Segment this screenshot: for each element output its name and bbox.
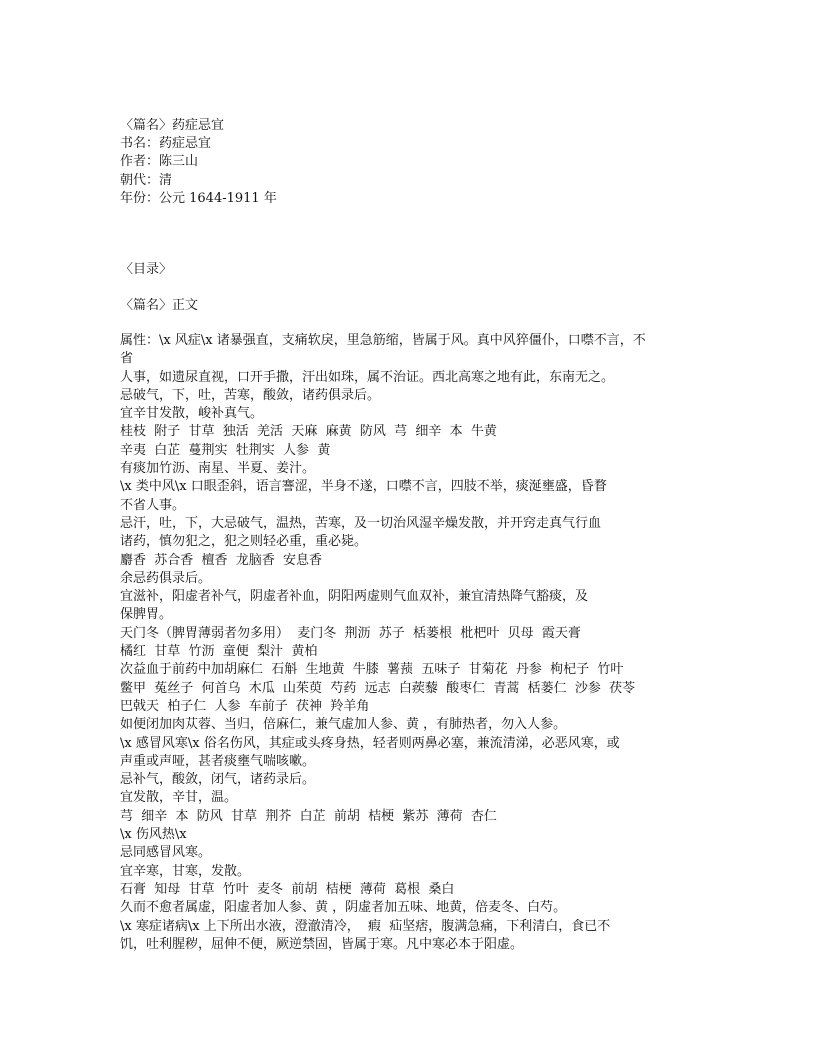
document-body [120,332,646,954]
text-line: 忌补气，酸敛，闭气，诸药录后。 [120,772,316,788]
text-line: 有痰加竹沥、南星、半夏、姜汁。 [120,461,316,477]
text-line: 省 [120,351,134,367]
metadata-line: 朝代：清 [120,172,173,188]
text-line: 桂枝 附子 甘草 独活 羌活 天麻 麻黄 防风 芎 细辛 本 牛黄 [120,424,497,440]
text-line: 麝香 苏合香 檀香 龙脑香 安息香 [120,552,323,568]
text-line: 石膏 知母 甘草 竹叶 麦冬 前胡 桔梗 薄荷 葛根 桑白 [120,881,455,897]
document-metadata [120,117,277,208]
text-line: \x 感冒风寒\x 俗名伤风，其症或头疼身热，轻者则两鼻必塞，兼流清涕，必恶风寒，或 [120,735,620,751]
section-title: 〈篇名〉正文 [120,298,199,313]
metadata-line: 书名：药症忌宜 [120,136,212,152]
text-line: 不省人事。 [120,497,186,513]
text-line: 宜发散，辛甘，温。 [120,790,238,806]
text-line: 芎 细辛 本 防风 甘草 荆芥 白芷 前胡 桔梗 紫苏 薄荷 杏仁 [120,808,497,824]
text-line: 人事，如遗尿直视，口开手撒，汗出如珠，属不治证。西北高寒之地有此，东南无之。 [120,369,615,385]
text-line: 声重或声哑，甚者痰壅气喘咳嗽。 [120,753,316,769]
text-line: 保脾胃。 [120,607,173,623]
text-line: 久而不愈者属虚，阳虚者加人参、黄 ，阴虚者加五味、地黄，倍麦冬、白芍。 [120,900,567,916]
text-line: 饥，吐利腥秽，屈伸不便，厥逆禁固，皆属于寒。凡中寒必本于阳虚。 [120,936,524,952]
text-line: 诸药，慎勿犯之，犯之则轻必重，重必毙。 [120,534,368,550]
text-line: 辛夷 白芷 蔓荆实 牡荆实 人参 黄 [120,442,331,458]
text-line: 宜滋补，阳虚者补气，阴虚者补血，阴阳两虚则气血双补，兼宜清热降气豁痰，及 [120,589,589,605]
text-line: 宜辛寒，甘寒，发散。 [120,863,251,879]
text-line: 巴戟天 柏子仁 人参 车前子 茯神 羚羊角 [120,698,370,714]
metadata-line: 〈篇名〉药症忌宜 [120,118,225,133]
text-line: 余忌药俱录后。 [120,570,212,586]
metadata-line: 作者：陈三山 [120,154,199,170]
text-line: \x 寒症诸病\x 上下所出水液，澄澈清冷， 瘕 疝坚痞，腹满急痛，下利清白，食已不 [120,918,611,934]
text-line: 如便闭加肉苁蓉、当归，倍麻仁，兼气虚加人参、黄 ，有肺热者，勿入人参。 [120,717,567,733]
text-line: \x 类中风\x 口眼歪斜，语言謇涩，半身不遂，口噤不言，四肢不举，痰涎壅盛，昏瞀 [120,479,607,495]
text-line: 橘红 甘草 竹沥 童便 梨汁 黄柏 [120,644,318,660]
text-line: 属性：\x 风症\x 诸暴强直，支痛软戾，里急筋缩，皆属于风。真中风猝僵仆，口噤不言，不 [120,333,646,348]
text-line: 忌破气，下，吐，苦寒，酸敛，诸药俱录后。 [120,387,381,403]
text-line: 次益血于前药中加胡麻仁 石斛 生地黄 牛膝 薯蓣 五味子 甘菊花 丹参 枸杞子 竹叶 [120,662,624,678]
text-line: \x 伤风热\x [120,827,187,843]
metadata-line: 年份：公元 1644-1911 年 [120,190,277,206]
text-line: 忌同感冒风寒。 [120,845,212,861]
text-line: 忌汗，吐，下，大忌破气，温热，苦寒，及一切治风湿辛燥发散，并开窍走真气行血 [120,515,602,531]
text-line: 宜辛甘发散，峻补真气。 [120,406,264,422]
text-line: 鳖甲 菟丝子 何首乌 木瓜 山茱萸 芍药 远志 白蒺藜 酸枣仁 青蒿 栝蒌仁 沙参 茯苓 [120,680,636,696]
text-line: 天门冬（脾胃薄弱者勿多用） 麦门冬 荆沥 苏子 栝蒌根 枇杷叶 贝母 霞天膏 [120,625,581,641]
toc-heading: 〈目录〉 [120,262,173,277]
